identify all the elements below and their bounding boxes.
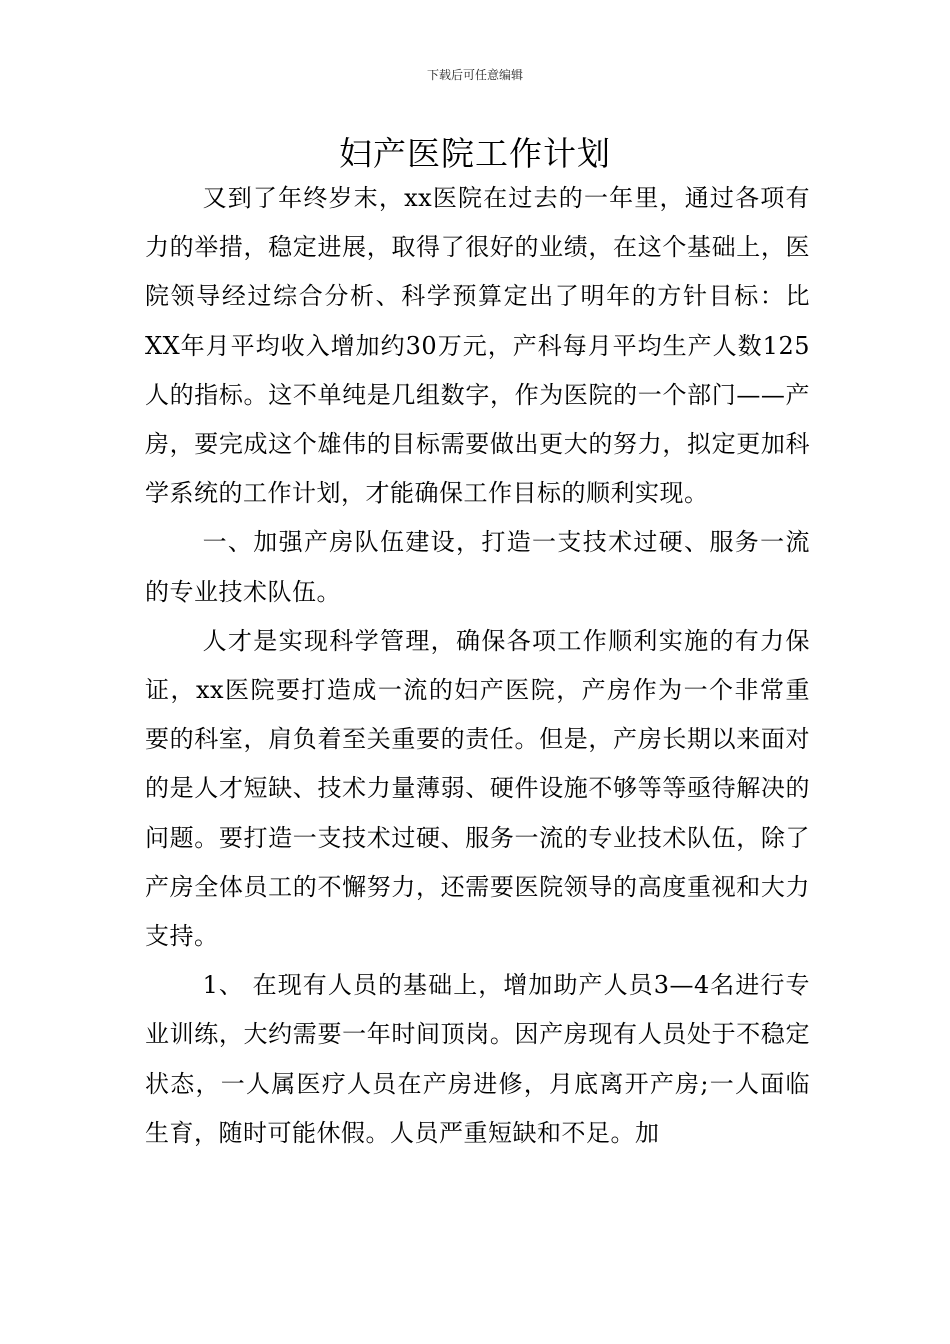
paragraph-talent: 人才是实现科学管理，确保各项工作顺利实施的有力保证，xx医院要打造成一流的妇产医院，产房作为一个非常重要的科室，肩负着至关重要的责任。但是，产房长期以来面对的是人才短缺、技术力量薄弱、硬件设施不够等等亟待解决的问题。要打造一支技术过硬、服务一流的专业技术队伍，除了产房全体员工的不懈努力，还需要医院领导的高度重视和大力支持。	[145, 626, 810, 951]
paragraph-section-heading-1: 一、加强产房队伍建设，打造一支技术过硬、服务一流的专业技术队伍。	[145, 528, 810, 606]
paragraph-intro: 又到了年终岁末，xx医院在过去的一年里，通过各项有力的举措，稳定进展，取得了很好的业绩，在这个基础上，医院领导经过综合分析、科学预算定出了明年的方针目标：比XX年月平均收入增加约30万元，产科每月平均生产人数125人的指标。这不单纯是几组数字，作为医院的一个部门——产房，要完成这个雄伟的目标需要做出更大的努力，拟定更加科学系统的工作计划，才能确保工作目标的顺利实现。	[145, 184, 810, 508]
document-body	[145, 174, 810, 1158]
document-title: 妇产医院工作计划	[339, 134, 611, 173]
header-note: 下载后可任意编辑	[426, 68, 523, 82]
paragraph-item-1: 1、 在现有人员的基础上，增加助产人员3—4名进行专业训练，大约需要一年时间顶岗。因产房现有人员处于不稳定状态，一人属医疗人员在产房进修，月底离开产房;一人面临生育，随时可能休假。人员严重短缺和不足。加	[145, 971, 810, 1147]
